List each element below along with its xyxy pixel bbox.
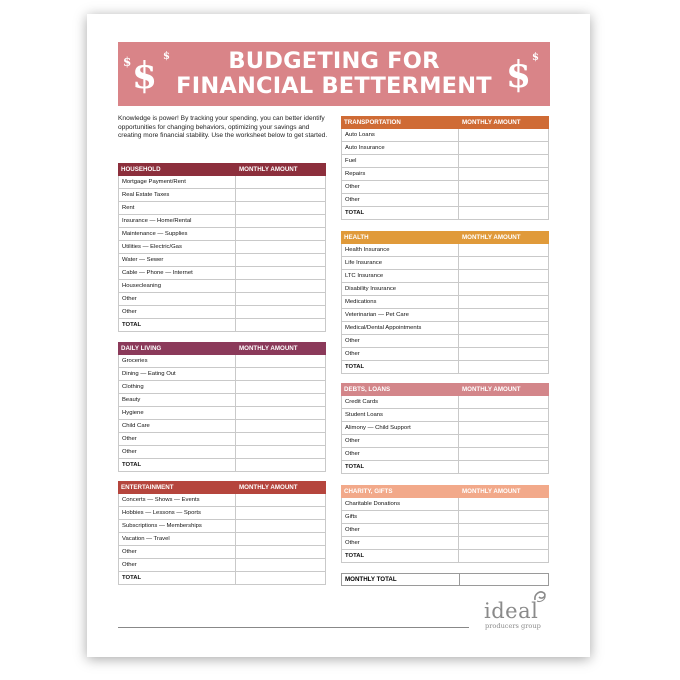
table-row xyxy=(118,520,326,533)
amount-field[interactable] xyxy=(236,407,326,419)
amount-field[interactable] xyxy=(236,559,326,571)
table-row xyxy=(341,155,549,168)
table-row xyxy=(118,280,326,293)
expense-label: Veterinarian — Pet Care xyxy=(341,309,459,321)
amount-field[interactable] xyxy=(459,348,549,360)
amount-field[interactable] xyxy=(459,257,549,269)
amount-field[interactable] xyxy=(459,244,549,256)
table-row xyxy=(341,142,549,155)
amount-field[interactable] xyxy=(236,446,326,458)
amount-field[interactable] xyxy=(236,520,326,532)
table-row xyxy=(118,254,326,267)
total-label: TOTAL xyxy=(341,550,459,562)
debts-loans-table xyxy=(341,383,549,474)
amount-field[interactable] xyxy=(236,572,326,584)
table-row xyxy=(118,433,326,446)
total-label: TOTAL xyxy=(118,319,236,331)
table-row xyxy=(341,181,549,194)
expense-label: Alimony — Child Support xyxy=(341,422,459,434)
intro-paragraph: Knowledge is power! By tracking your spending, you can better identify opportunities for changing behaviors, optimizing your savings and creating more financial stability. Use the worksheet below to get started. xyxy=(118,115,328,140)
category-header: ENTERTAINMENT xyxy=(121,484,174,491)
table-row xyxy=(118,202,326,215)
expense-label: Health Insurance xyxy=(341,244,459,256)
table-row xyxy=(341,448,549,461)
amount-field[interactable] xyxy=(236,280,326,292)
page-title-line2: FINANCIAL BETTERMENT xyxy=(176,73,492,99)
expense-label: Beauty xyxy=(118,394,236,406)
expense-label: Water — Sewer xyxy=(118,254,236,266)
table-row xyxy=(341,498,549,511)
table-row xyxy=(341,283,549,296)
table-row xyxy=(341,461,549,474)
daily-living-table xyxy=(118,342,326,472)
table-row xyxy=(341,296,549,309)
amount-field[interactable] xyxy=(459,524,549,536)
amount-field[interactable] xyxy=(236,241,326,253)
expense-label: Disability Insurance xyxy=(341,283,459,295)
category-header: DAILY LIVING xyxy=(121,345,162,352)
expense-label: Hobbies — Lessons — Sports xyxy=(118,507,236,519)
dollar-sign-large-left: $ xyxy=(132,55,158,97)
table-row xyxy=(118,228,326,241)
amount-field[interactable] xyxy=(236,433,326,445)
amount-field[interactable] xyxy=(459,270,549,282)
expense-label: Credit Cards xyxy=(341,396,459,408)
amount-field[interactable] xyxy=(459,194,549,206)
amount-field[interactable] xyxy=(459,335,549,347)
expense-label: Hygiene xyxy=(118,407,236,419)
expense-label: Charitable Donations xyxy=(341,498,459,510)
table-row xyxy=(341,270,549,283)
amount-column-header: MONTHLY AMOUNT xyxy=(462,488,521,495)
table-row xyxy=(118,459,326,472)
table-row xyxy=(118,293,326,306)
amount-field[interactable] xyxy=(459,361,549,373)
household-table-header xyxy=(118,163,326,176)
debts-loans-table-header xyxy=(341,383,549,396)
expense-label: Other xyxy=(341,537,459,549)
title-banner xyxy=(118,42,550,106)
category-header: CHARITY, GIFTS xyxy=(344,488,393,495)
table-row xyxy=(118,394,326,407)
table-row xyxy=(118,241,326,254)
table-row xyxy=(341,435,549,448)
table-row xyxy=(341,207,549,220)
expense-label: Auto Insurance xyxy=(341,142,459,154)
table-row xyxy=(118,546,326,559)
amount-field[interactable] xyxy=(236,267,326,279)
charity-gifts-table-header xyxy=(341,485,549,498)
logo-swirl-icon xyxy=(532,588,548,604)
category-header: DEBTS, LOANS xyxy=(344,386,391,393)
expense-label: Other xyxy=(118,546,236,558)
amount-field[interactable] xyxy=(459,296,549,308)
amount-field[interactable] xyxy=(459,537,549,549)
table-row xyxy=(341,194,549,207)
expense-label: Auto Loans xyxy=(341,129,459,141)
table-row xyxy=(341,168,549,181)
table-row xyxy=(341,550,549,563)
table-row xyxy=(118,533,326,546)
dollar-sign-small-left-top: $ xyxy=(123,55,132,69)
expense-label: Other xyxy=(341,435,459,447)
amount-field[interactable] xyxy=(236,215,326,227)
category-header: TRANSPORTATION xyxy=(344,119,401,126)
charity-gifts-table xyxy=(341,485,549,563)
amount-field[interactable] xyxy=(236,306,326,318)
dollar-sign-small-right: $ xyxy=(532,52,539,63)
amount-field[interactable] xyxy=(236,533,326,545)
transportation-table-header xyxy=(341,116,549,129)
table-row xyxy=(341,244,549,257)
amount-column-header: MONTHLY AMOUNT xyxy=(462,119,521,126)
page-title-line1: BUDGETING FOR xyxy=(228,48,440,74)
table-row xyxy=(341,257,549,270)
expense-label: Other xyxy=(341,335,459,347)
signature-line xyxy=(118,627,469,628)
table-row xyxy=(118,355,326,368)
expense-label: Other xyxy=(341,348,459,360)
amount-column-header: MONTHLY AMOUNT xyxy=(462,234,521,241)
table-row xyxy=(341,335,549,348)
amount-field[interactable] xyxy=(459,448,549,460)
amount-column-header: MONTHLY AMOUNT xyxy=(239,345,298,352)
amount-field[interactable] xyxy=(236,293,326,305)
expense-label: Other xyxy=(118,293,236,305)
total-label: TOTAL xyxy=(118,572,236,584)
table-row xyxy=(341,348,549,361)
table-row xyxy=(341,129,549,142)
amount-field[interactable] xyxy=(236,189,326,201)
monthly-total-row xyxy=(341,573,549,586)
dollar-sign-small-left-mid: $ xyxy=(163,51,170,62)
amount-column-header: MONTHLY AMOUNT xyxy=(239,166,298,173)
amount-field[interactable] xyxy=(236,254,326,266)
total-label: TOTAL xyxy=(341,361,459,373)
amount-column-header: MONTHLY AMOUNT xyxy=(462,386,521,393)
table-row xyxy=(341,537,549,550)
amount-field[interactable] xyxy=(459,435,549,447)
expense-label: Fuel xyxy=(341,155,459,167)
expense-label: Other xyxy=(341,194,459,206)
table-row xyxy=(341,322,549,335)
table-row xyxy=(341,361,549,374)
table-row xyxy=(118,381,326,394)
amount-column-header: MONTHLY AMOUNT xyxy=(239,484,298,491)
table-row xyxy=(118,306,326,319)
table-row xyxy=(118,267,326,280)
amount-field[interactable] xyxy=(459,207,549,219)
amount-field[interactable] xyxy=(236,176,326,188)
amount-field[interactable] xyxy=(459,409,549,421)
amount-field[interactable] xyxy=(459,550,549,562)
table-row xyxy=(118,215,326,228)
amount-field[interactable] xyxy=(236,228,326,240)
table-row xyxy=(341,422,549,435)
table-row xyxy=(118,368,326,381)
table-row xyxy=(341,524,549,537)
entertainment-table-header xyxy=(118,481,326,494)
expense-label: Other xyxy=(341,448,459,460)
table-row xyxy=(118,494,326,507)
expense-label: Rent xyxy=(118,202,236,214)
expense-label: Subscriptions — Memberships xyxy=(118,520,236,532)
table-row xyxy=(118,572,326,585)
expense-label: Clothing xyxy=(118,381,236,393)
company-logo xyxy=(484,600,564,630)
amount-field[interactable] xyxy=(236,381,326,393)
page-title xyxy=(118,49,550,99)
expense-label: Life Insurance xyxy=(341,257,459,269)
expense-label: Student Loans xyxy=(341,409,459,421)
table-row xyxy=(341,396,549,409)
amount-field[interactable] xyxy=(236,546,326,558)
expense-label: Maintenance — Supplies xyxy=(118,228,236,240)
table-row xyxy=(118,420,326,433)
dollar-sign-large-right: $ xyxy=(506,54,532,96)
expense-label: Gifts xyxy=(341,511,459,523)
health-table-header xyxy=(341,231,549,244)
amount-field[interactable] xyxy=(236,459,326,471)
amount-field[interactable] xyxy=(459,142,549,154)
amount-field[interactable] xyxy=(236,368,326,380)
table-row xyxy=(118,446,326,459)
table-row xyxy=(118,559,326,572)
expense-label: LTC Insurance xyxy=(341,270,459,282)
amount-field[interactable] xyxy=(236,355,326,367)
expense-label: Other xyxy=(118,446,236,458)
worksheet-page xyxy=(87,14,590,657)
total-label: TOTAL xyxy=(341,207,459,219)
amount-field[interactable] xyxy=(459,498,549,510)
total-label: TOTAL xyxy=(341,461,459,473)
amount-field[interactable] xyxy=(459,322,549,334)
category-header: HEALTH xyxy=(344,234,369,241)
amount-field[interactable] xyxy=(459,396,549,408)
amount-field[interactable] xyxy=(459,155,549,167)
expense-label: Other xyxy=(118,559,236,571)
amount-field[interactable] xyxy=(459,461,549,473)
amount-field[interactable] xyxy=(236,394,326,406)
expense-label: Real Estate Taxes xyxy=(118,189,236,201)
household-table xyxy=(118,163,326,332)
health-table xyxy=(341,231,549,374)
expense-label: Medical/Dental Appointments xyxy=(341,322,459,334)
total-label: TOTAL xyxy=(118,459,236,471)
expense-label: Housecleaning xyxy=(118,280,236,292)
table-row xyxy=(341,409,549,422)
expense-label: Insurance — Home/Rental xyxy=(118,215,236,227)
expense-label: Concerts — Shows — Events xyxy=(118,494,236,506)
amount-field[interactable] xyxy=(459,283,549,295)
table-row xyxy=(118,407,326,420)
daily-living-table-header xyxy=(118,342,326,355)
amount-field[interactable] xyxy=(236,202,326,214)
amount-field[interactable] xyxy=(459,422,549,434)
table-row xyxy=(118,319,326,332)
expense-label: Other xyxy=(341,524,459,536)
table-row xyxy=(118,507,326,520)
expense-label: Other xyxy=(341,181,459,193)
expense-label: Vacation — Travel xyxy=(118,533,236,545)
table-row xyxy=(118,189,326,202)
amount-field[interactable] xyxy=(459,511,549,523)
category-header: HOUSEHOLD xyxy=(121,166,161,173)
expense-label: Child Care xyxy=(118,420,236,432)
table-row xyxy=(341,511,549,524)
amount-field[interactable] xyxy=(236,507,326,519)
expense-label: Mortgage Payment/Rent xyxy=(118,176,236,188)
expense-label: Dining — Eating Out xyxy=(118,368,236,380)
expense-label: Groceries xyxy=(118,355,236,367)
monthly-total-label: MONTHLY TOTAL xyxy=(342,574,460,585)
amount-field[interactable] xyxy=(459,129,549,141)
amount-field[interactable] xyxy=(236,494,326,506)
expense-label: Repairs xyxy=(341,168,459,180)
expense-label: Utilities — Electric/Gas xyxy=(118,241,236,253)
table-row xyxy=(341,309,549,322)
logo-subtitle: producers group xyxy=(485,622,541,630)
amount-field[interactable] xyxy=(459,168,549,180)
amount-field[interactable] xyxy=(236,420,326,432)
amount-field[interactable] xyxy=(459,309,549,321)
entertainment-table xyxy=(118,481,326,585)
amount-field[interactable] xyxy=(236,319,326,331)
table-row xyxy=(118,176,326,189)
transportation-table xyxy=(341,116,549,220)
expense-label: Other xyxy=(118,433,236,445)
expense-label: Medications xyxy=(341,296,459,308)
expense-label: Cable — Phone — Internet xyxy=(118,267,236,279)
logo-wordmark: ideal xyxy=(484,599,539,623)
expense-label: Other xyxy=(118,306,236,318)
amount-field[interactable] xyxy=(459,181,549,193)
